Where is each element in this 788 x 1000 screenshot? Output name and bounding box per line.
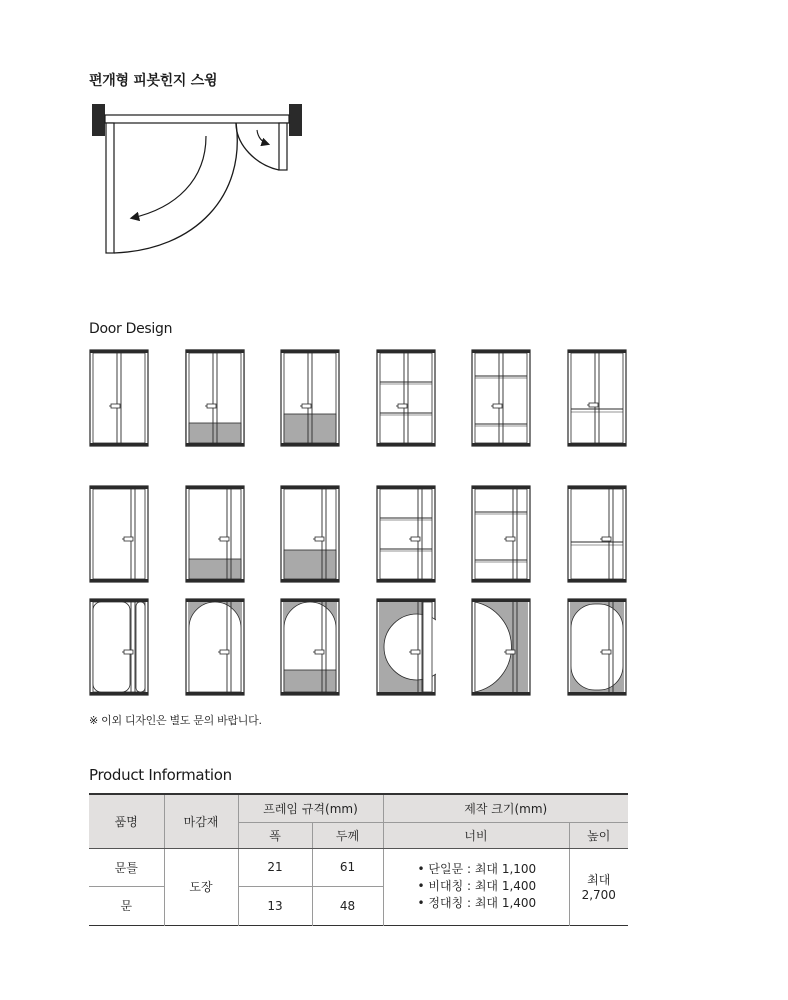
door-design-5 bbox=[471, 349, 531, 447]
header-size: 제작 크기(mm) bbox=[383, 794, 628, 822]
size-height-line: 최대 bbox=[587, 873, 611, 887]
size-width-line: • 정대칭 : 최대 1,400 bbox=[417, 896, 537, 910]
cell-frame-thickness: 61 bbox=[312, 848, 383, 886]
door-design-15 bbox=[280, 598, 340, 696]
open-leaf bbox=[106, 123, 114, 253]
door-design-7 bbox=[89, 485, 149, 583]
wall-left bbox=[92, 104, 105, 136]
door-design-6 bbox=[567, 349, 627, 447]
pivot-swing-diagram bbox=[86, 100, 316, 262]
header-frame-spec: 프레임 규격(mm) bbox=[238, 794, 383, 822]
header-name: 품명 bbox=[89, 794, 164, 848]
header-finish: 마감재 bbox=[164, 794, 238, 848]
door-design-3 bbox=[280, 349, 340, 447]
door-design-11 bbox=[471, 485, 531, 583]
cell-frame-width: 21 bbox=[238, 848, 312, 886]
door-design-8 bbox=[185, 485, 245, 583]
cell-size-width bbox=[383, 848, 569, 925]
door-design-12 bbox=[567, 485, 627, 583]
swing-arrow-small bbox=[257, 130, 268, 144]
size-height-line: 2,700 bbox=[581, 888, 616, 902]
cell-size-height bbox=[569, 848, 628, 925]
door-design-1 bbox=[89, 349, 149, 447]
header-thickness: 두께 bbox=[312, 822, 383, 848]
pivot-leaf bbox=[279, 123, 287, 170]
row-name-frame: 문틀 bbox=[114, 860, 138, 875]
cell-finish: 도장 bbox=[164, 848, 238, 925]
design-section-title: Door Design bbox=[89, 321, 173, 337]
product-section-title: Product Information bbox=[89, 766, 232, 784]
door-design-2 bbox=[185, 349, 245, 447]
header-size-height: 높이 bbox=[569, 822, 628, 848]
door-design-9 bbox=[280, 485, 340, 583]
cell-door-width: 13 bbox=[238, 886, 312, 925]
size-width-line: • 단일문 : 최대 1,100 bbox=[417, 862, 537, 876]
wall-right bbox=[289, 104, 302, 136]
swing-arrow-large bbox=[132, 136, 206, 218]
row-name-door: 문 bbox=[89, 886, 164, 925]
door-design-10 bbox=[376, 485, 436, 583]
header-width: 폭 bbox=[238, 822, 312, 848]
door-design-13 bbox=[89, 598, 149, 696]
header-size-width: 너비 bbox=[383, 822, 569, 848]
swing-section-title: 편개형 피봇힌지 스윙 bbox=[89, 73, 218, 89]
door-design-14 bbox=[185, 598, 245, 696]
door-design-18 bbox=[567, 598, 627, 696]
cell-door-thickness: 48 bbox=[312, 886, 383, 925]
door-design-4 bbox=[376, 349, 436, 447]
design-note: ※ 이외 디자인은 별도 문의 바랍니다. bbox=[89, 714, 262, 727]
door-design-16 bbox=[376, 598, 436, 696]
swing-arc-large bbox=[114, 123, 237, 253]
size-width-line: • 비대칭 : 최대 1,400 bbox=[417, 879, 537, 893]
product-spec-table bbox=[89, 793, 628, 926]
door-design-17 bbox=[471, 598, 531, 696]
